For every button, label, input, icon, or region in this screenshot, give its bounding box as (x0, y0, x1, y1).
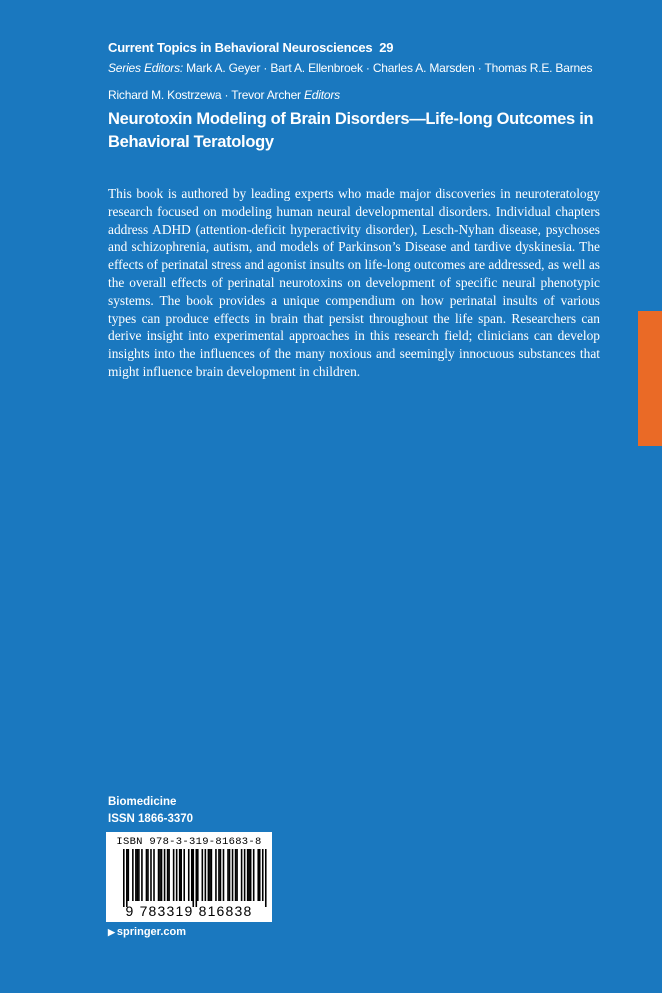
book-editors (108, 88, 340, 102)
book-description: This book is authored by leading experts who made major discoveries in neuroteratology research focused on modeling human neural developmental disorders. Individual chapters address ADHD (attention-deficit hyperactivity disorder), Lesch-Nyhan disease, psychoses and schizophrenia, autism, and models of Parkinson’s Disease and tardive dyskinesia. The effects of perinatal stress and agonist insults on life-long outcomes are addressed, as well as the overall effects of perinatal neurotoxins on development of specific neural phenotypic systems. The book provides a unique compendium on how perinatal insults of various types can produce effects in brain that persist throughout the life span. Researchers can derive insight into experimental approaches in this research field; clinicians can develop insights into the influences of the many noxious and seemingly innocuous substances that might influence brain development in children. (108, 186, 600, 379)
series-editors-label: Series Editors: (108, 61, 184, 75)
subject-category: Biomedicine (108, 796, 177, 808)
isbn-label: ISBN 978-3-319-81683-8 (116, 836, 262, 848)
barcode (106, 832, 272, 922)
series-volume: 29 (379, 40, 394, 55)
book-editors-label: Editors (304, 88, 340, 102)
series-editors (108, 61, 592, 75)
series-editors-names: Mark A. Geyer · Bart A. Ellenbroek · Charles A. Marsden · Thomas R.E. Barnes (186, 61, 593, 75)
ean-number: 9 783319 816838 (125, 903, 253, 919)
triangle-right-icon: ▶ (108, 927, 115, 937)
series-name: Current Topics in Behavioral Neurosciences (108, 40, 373, 55)
issn-number: ISSN 1866-3370 (108, 813, 194, 825)
publisher-link-text: springer.com (116, 926, 186, 938)
publisher-link[interactable] (108, 926, 186, 938)
series-title (108, 40, 393, 55)
book-title: Neurotoxin Modeling of Brain Disorders—Life-long Outcomes in Behavioral Teratology (108, 110, 594, 151)
accent-strip (638, 311, 662, 446)
book-editors-names: Richard M. Kostrzewa · Trevor Archer (108, 88, 301, 102)
barcode-bars (123, 849, 268, 907)
